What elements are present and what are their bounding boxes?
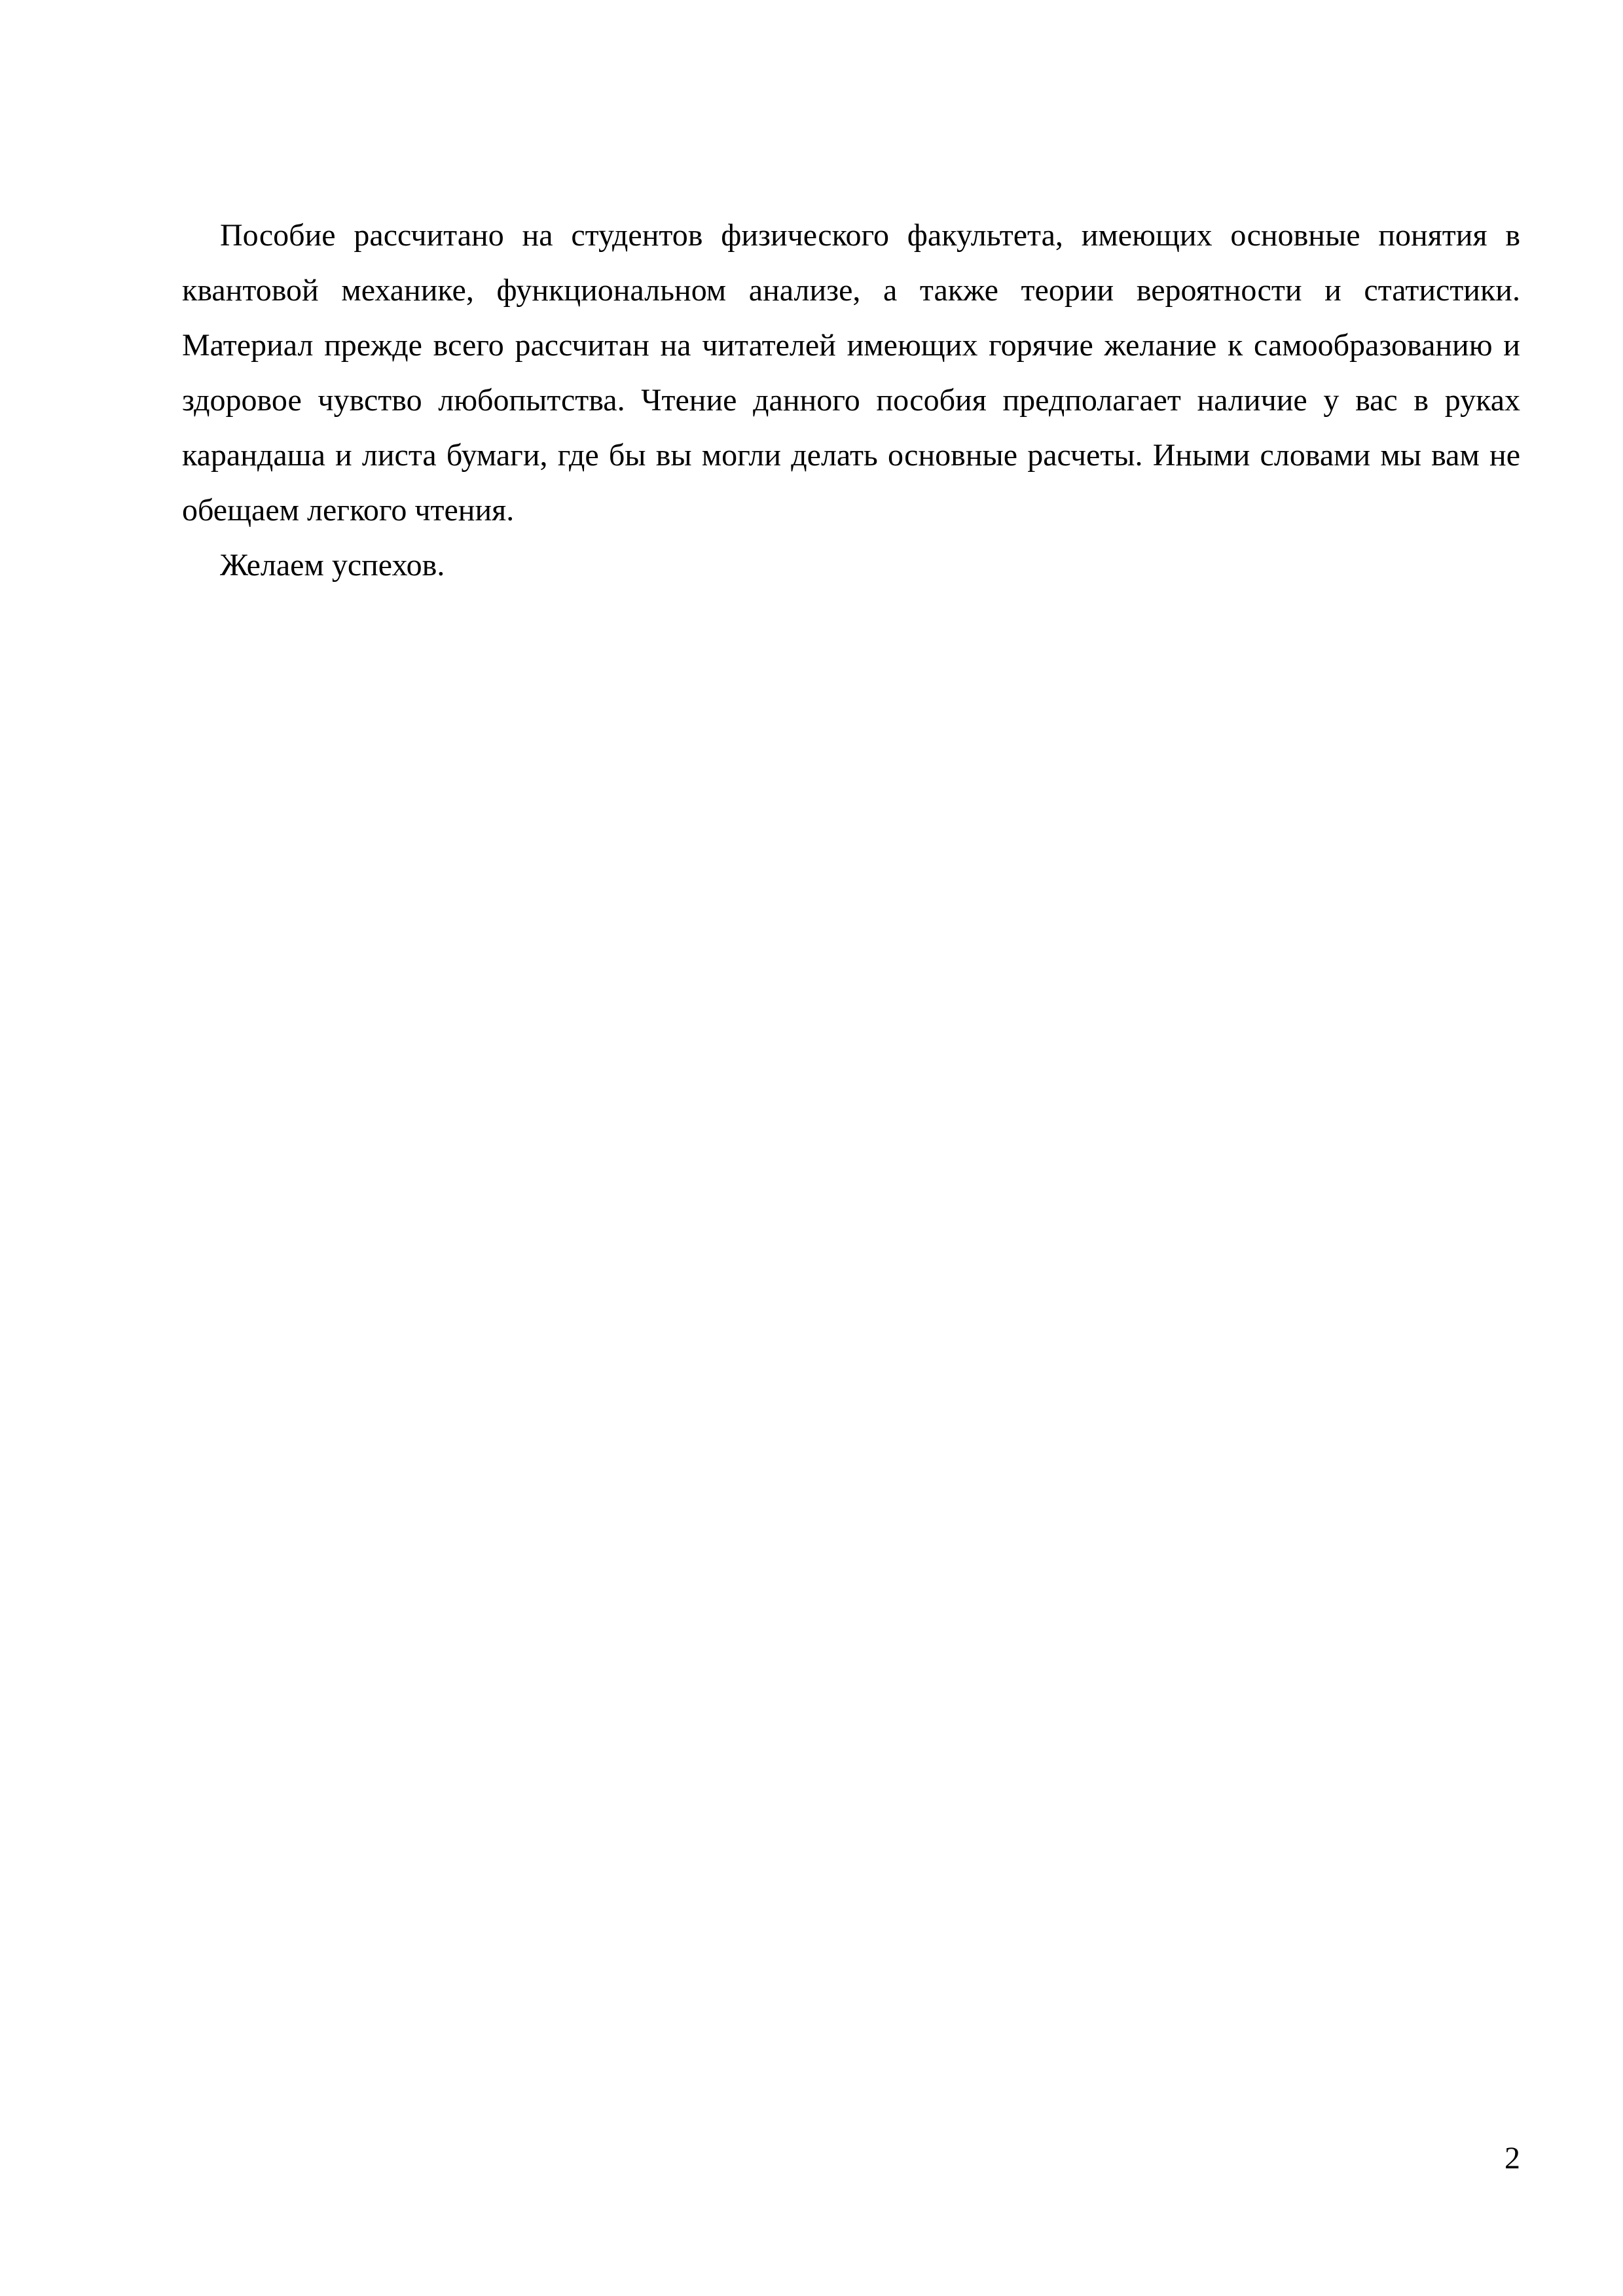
paragraph-intro: Пособие рассчитано на студентов физического факультета, имеющих основные понятия в квантовой механике, функциональном анализе, а также теории вероятности и статистики. Материал прежде всего рассчитан на читателей имеющих горячие желание к самообразованию и здоровое чувство любопытства. Чтение данного пособия предполагает наличие у вас в руках карандаша и листа бумаги, где бы вы могли делать основные расчеты. Иными словами мы вам не обещаем легкого чтения. xyxy=(182,218,1520,528)
body-text xyxy=(182,208,1520,593)
paragraph-closing: Желаем успехов. xyxy=(220,548,445,583)
page-number: 2 xyxy=(1504,2141,1520,2176)
